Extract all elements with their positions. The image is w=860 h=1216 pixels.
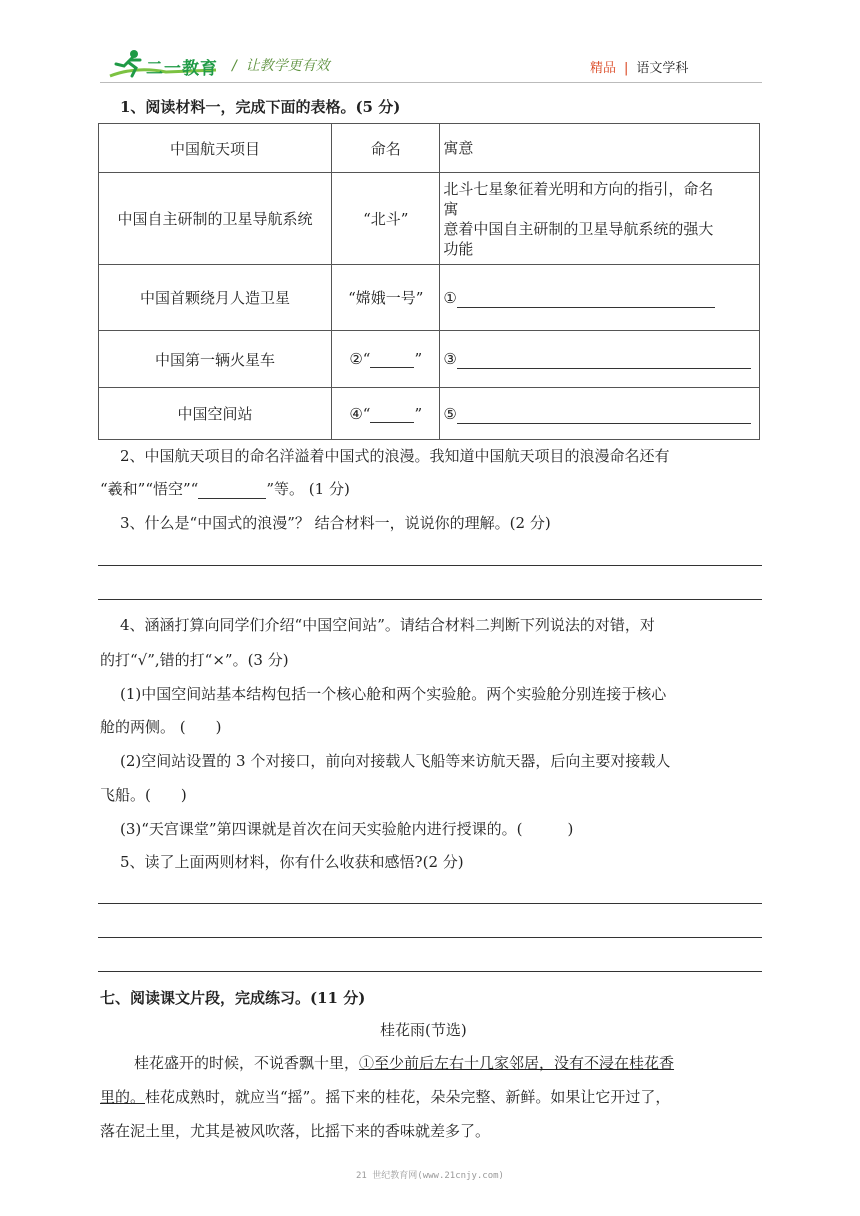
table-row	[99, 173, 760, 265]
passage-title: 桂花雨(节选)	[380, 1021, 467, 1039]
slogan-separator: /	[232, 58, 237, 74]
name-cell: “北斗”	[332, 173, 440, 265]
project-cell: 中国首颗绕月人造卫星	[99, 265, 332, 331]
meaning-line: 功能	[443, 239, 474, 258]
answer-blank-1[interactable]	[457, 291, 715, 308]
quote-mark: “	[362, 350, 371, 368]
meaning-line: 寓	[443, 199, 459, 218]
table-header-cell: 命名	[332, 124, 440, 173]
q4-item2-cont: 飞船。( )	[100, 786, 187, 804]
quote-mark: ”	[414, 350, 423, 368]
project-cell: 中国空间站	[99, 388, 332, 440]
meaning-cell	[440, 265, 760, 331]
answer-mark: ②	[349, 350, 363, 368]
passage-text: 桂花成熟时，就应当“摇”。摇下来的桂花，朵朵完整、新鲜。如果让它开过了，	[145, 1088, 671, 1106]
subject-label: 语文学科	[636, 61, 689, 76]
quote-mark: ”	[414, 404, 423, 423]
table-row	[99, 331, 760, 388]
passage-line1	[134, 1053, 674, 1073]
q5-prompt: 5、读了上面两则材料，你有什么收获和感悟?(2 分)	[120, 853, 464, 871]
q4-item1: (1)中国空间站基本结构包括一个核心舱和两个实验舱。两个实验舱分别连接于核心	[120, 685, 667, 703]
table-row	[99, 388, 760, 440]
footer: 21 世纪教育网(www.21cnjy.com)	[356, 1171, 504, 1181]
header-right	[590, 57, 688, 76]
table-header-row	[99, 124, 760, 173]
meaning-line: 北斗七星象征着光明和方向的指引，命名	[443, 179, 714, 198]
underlined-sentence: 里的。	[100, 1088, 146, 1106]
table-header-cell: 中国航天项目	[99, 124, 332, 173]
space-project-table	[98, 123, 760, 440]
header-divider: |	[624, 61, 629, 76]
answer-line[interactable]	[98, 565, 762, 566]
table-header-cell: 寓意	[440, 124, 760, 173]
quote-mark: “	[362, 404, 371, 423]
answer-line[interactable]	[98, 971, 762, 972]
q2-line2	[100, 479, 350, 499]
answer-mark: ⑤	[443, 404, 457, 423]
answer-mark: ①	[443, 288, 457, 307]
project-cell: 中国第一辆火星车	[99, 331, 332, 388]
answer-line[interactable]	[98, 599, 762, 600]
passage-text: 桂花盛开的时候，不说香飘十里，	[134, 1054, 360, 1072]
name-cell	[332, 331, 440, 388]
q1-prompt: 1、阅读材料一，完成下面的表格。(5 分)	[120, 98, 401, 116]
q4-item1-cont: 舱的两侧。 ( )	[100, 718, 222, 736]
q2-answer-blank[interactable]	[198, 482, 266, 499]
name-cell	[332, 388, 440, 440]
meaning-cell	[440, 173, 760, 265]
answer-line[interactable]	[98, 903, 762, 904]
q2-text: “羲和”“悟空”“	[100, 480, 199, 498]
q2-line1: 2、中国航天项目的命名洋溢着中国式的浪漫。我知道中国航天项目的浪漫命名还有	[120, 447, 670, 465]
name-cell: “嫦娥一号”	[332, 265, 440, 331]
q2-text: ”等。 (1 分)	[266, 480, 350, 498]
q4-line2: 的打“√”,错的打“×”。(3 分)	[100, 651, 289, 669]
answer-mark: ④	[349, 404, 363, 423]
meaning-line: 意着中国自主研制的卫星导航系统的强大	[443, 219, 714, 238]
answer-blank-2[interactable]	[370, 351, 414, 368]
answer-blank-3[interactable]	[457, 352, 751, 369]
answer-blank-4[interactable]	[370, 406, 414, 423]
meaning-cell	[440, 388, 760, 440]
brand-name: 二一教育	[146, 59, 218, 79]
section7-title: 七、阅读课文片段，完成练习。(11 分)	[100, 989, 366, 1007]
project-cell: 中国自主研制的卫星导航系统	[99, 173, 332, 265]
answer-blank-5[interactable]	[457, 407, 751, 424]
q4-item3: (3)“天宫课堂”第四课就是首次在问天实验舱内进行授课的。( )	[120, 820, 574, 838]
premium-label: 精品	[590, 61, 617, 76]
slogan	[232, 55, 330, 75]
q3-prompt: 3、什么是“中国式的浪漫”？ 结合材料一，说说你的理解。(2 分)	[120, 514, 551, 532]
q4-line1: 4、涵涵打算向同学们介绍“中国空间站”。请结合材料二判断下列说法的对错，对	[120, 616, 655, 634]
answer-mark: ③	[443, 350, 457, 368]
underlined-sentence: ①至少前后左右十几家邻居，没有不浸在桂花香	[359, 1054, 675, 1072]
q4-item2: (2)空间站设置的 3 个对接口，前向对接载人飞船等来访航天器，后向主要对接载人	[120, 752, 671, 770]
slogan-text: 让教学更有效	[245, 58, 330, 74]
table-row	[99, 265, 760, 331]
passage-line3: 落在泥土里，尤其是被风吹落，比摇下来的香味就差多了。	[100, 1122, 491, 1140]
passage-line2	[100, 1087, 670, 1107]
header-rule	[100, 82, 762, 83]
meaning-cell	[440, 331, 760, 388]
answer-line[interactable]	[98, 937, 762, 938]
